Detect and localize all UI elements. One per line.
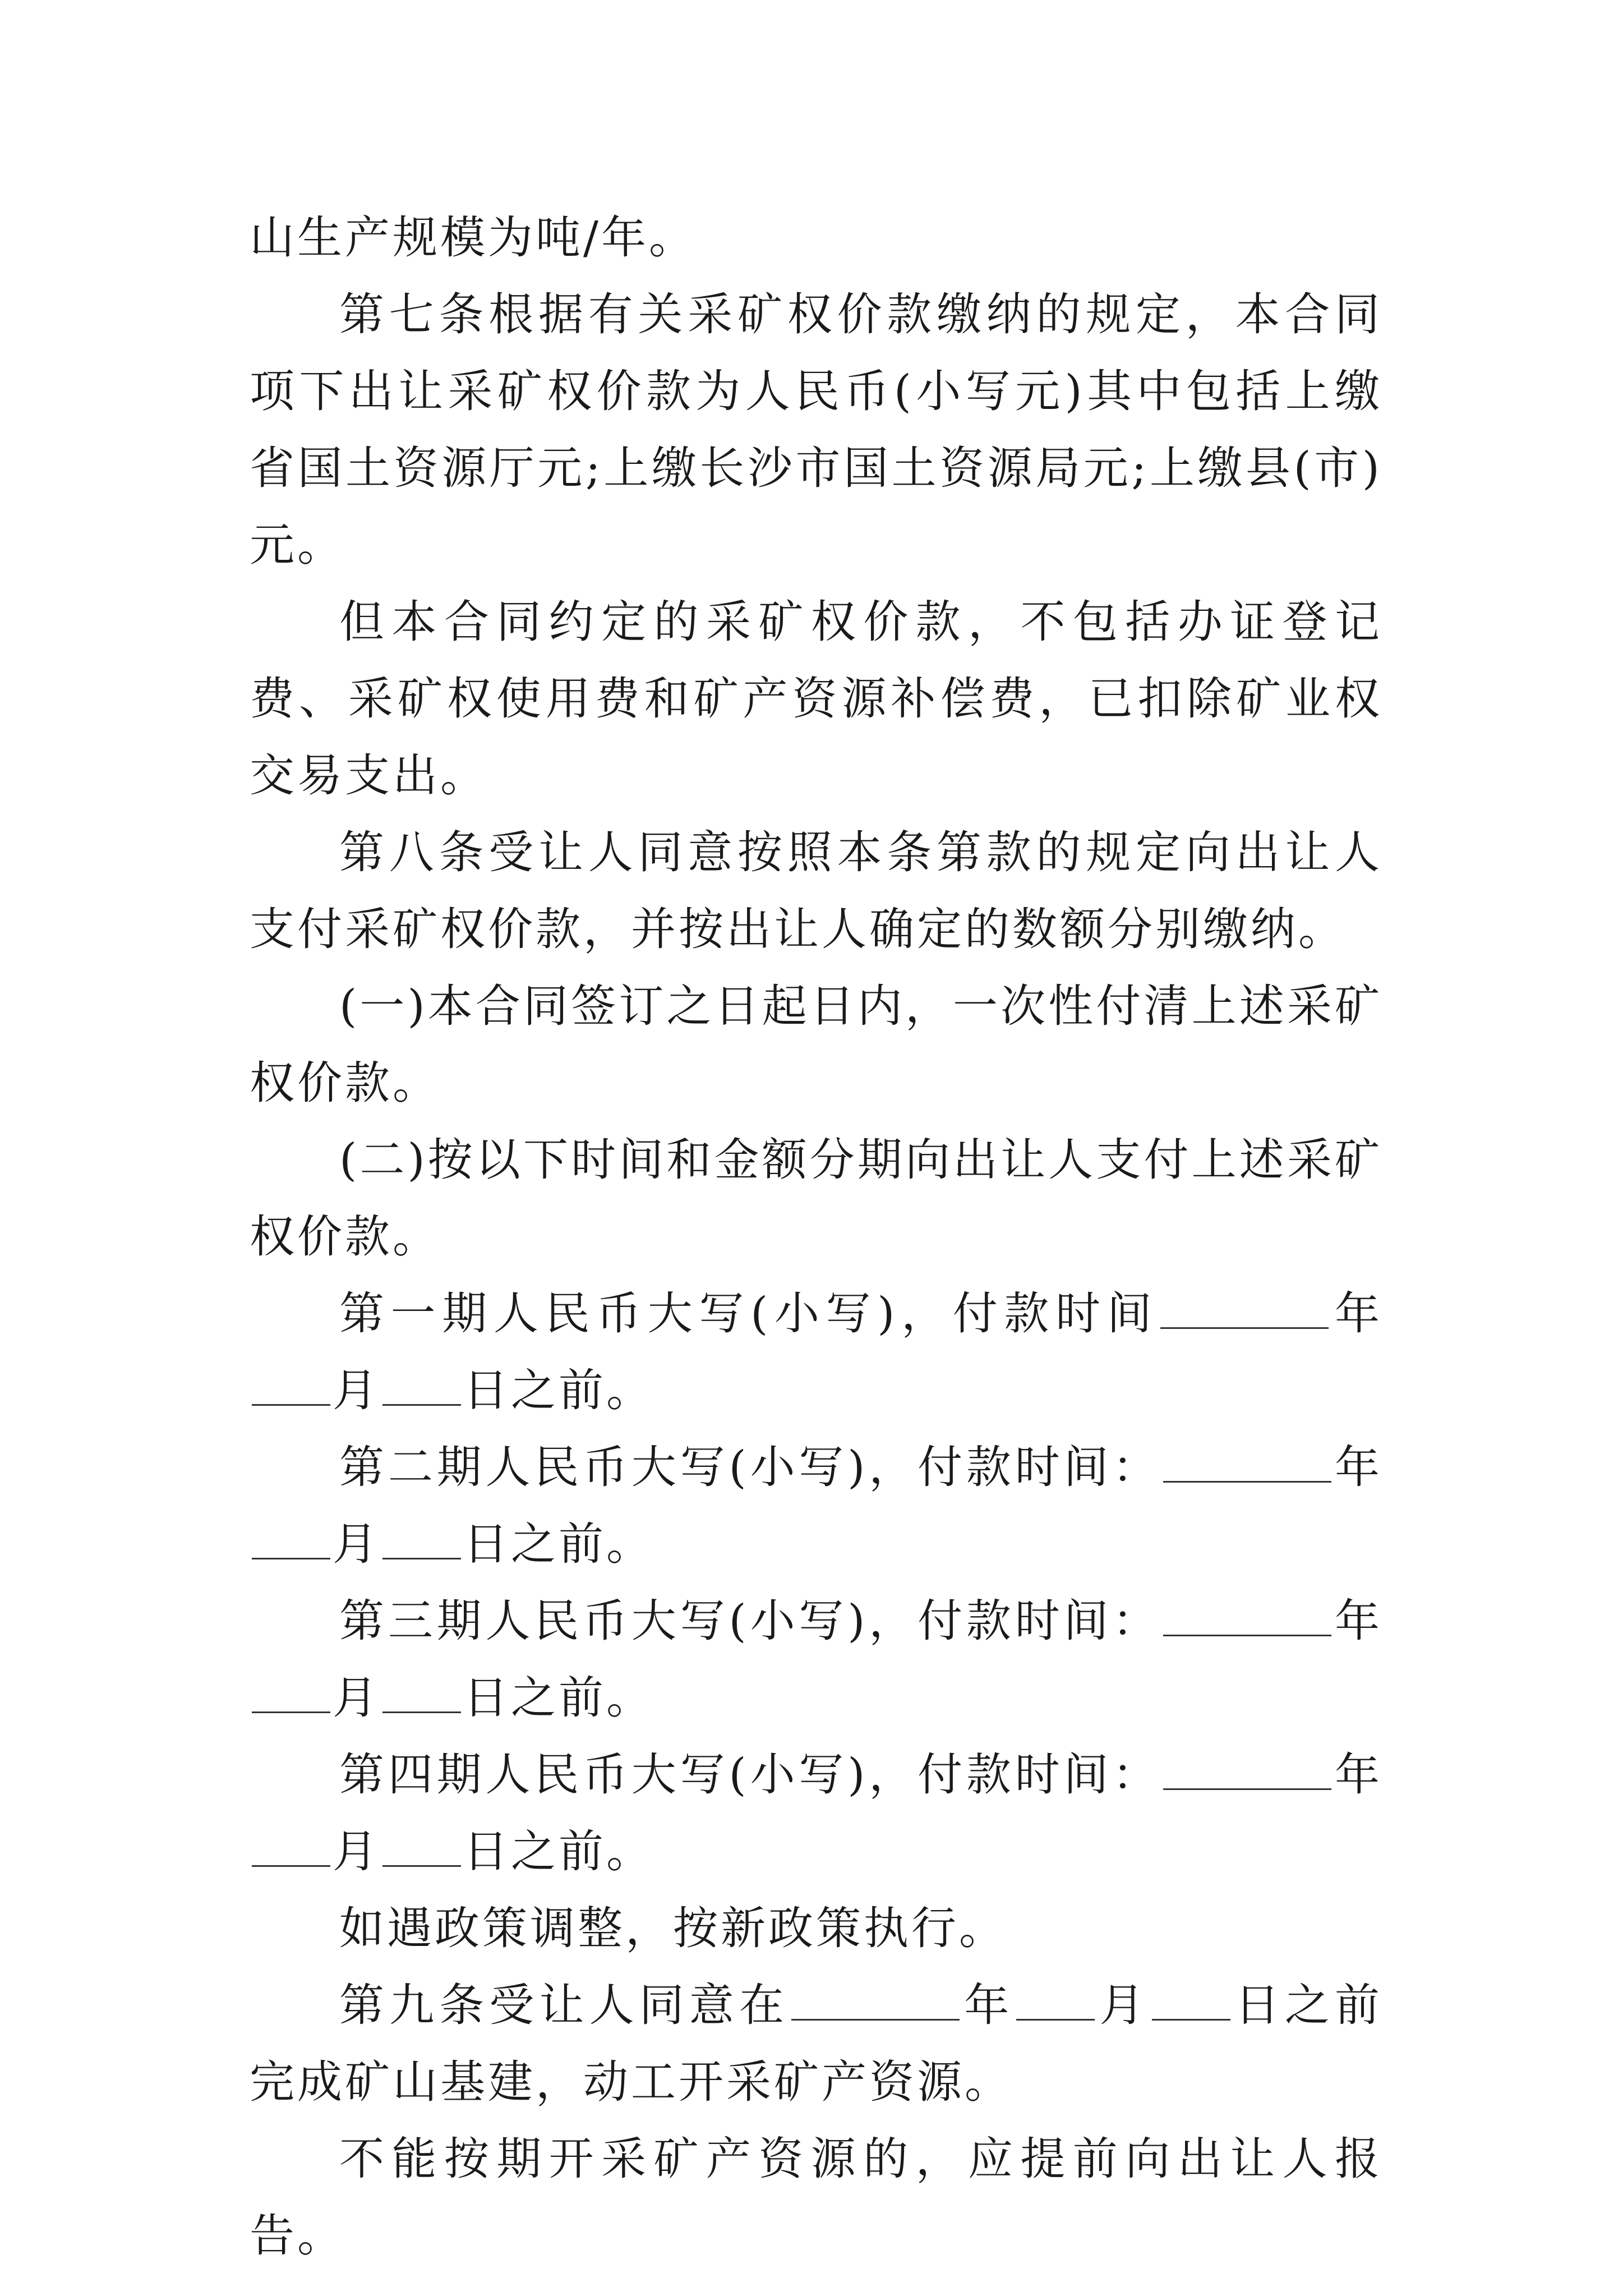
year-blank (1163, 1442, 1331, 1483)
month-blank (1016, 1980, 1095, 2021)
day-blank (382, 1519, 461, 1559)
month-label: 月 (333, 1518, 380, 1570)
paragraph-lump-sum: (一)本合同签订之日起日内，一次性付清上述采矿权价款。 (250, 980, 1382, 1109)
month-blank (252, 1365, 330, 1406)
year-blank (1163, 1749, 1331, 1790)
paragraph-final-note: 不能按期开采矿产资源的，应提前向出让人报告。 (250, 2133, 1382, 2262)
installment-label: 第一期人民币大写(小写)，付款时间 (339, 1287, 1159, 1340)
day-label: 日之前。 (463, 1364, 654, 1416)
day-blank (382, 1672, 461, 1713)
day-blank (382, 1826, 461, 1867)
year-label: 年 (962, 1979, 1015, 2031)
paragraph-price-exclusions: 但本合同约定的采矿权价款，不包括办证登记费、采矿权使用费和矿产资源补偿费，已扣除矿业权交易支出。 (250, 596, 1382, 802)
year-label: 年 (1334, 1595, 1383, 1647)
paragraph-article-8: 第八条受让人同意按照本条第款的规定向出让人支付采矿权价款，并按出让人确定的数额分别缴纳。 (250, 826, 1382, 955)
year-label: 年 (1331, 1287, 1383, 1340)
paragraph-article-7: 第七条根据有关采矿权价款缴纳的规定，本合同项下出让采矿权价款为人民币(小写元)其中包括上缴省国土资源厅元;上缴长沙市国土资源局元;上缴县(市)元。 (250, 288, 1382, 571)
year-blank (791, 1980, 960, 2021)
day-label: 日之前。 (463, 1672, 654, 1724)
month-label: 月 (333, 1672, 380, 1724)
year-label: 年 (1334, 1749, 1383, 1801)
paragraph-policy-note: 如遇政策调整，按新政策执行。 (339, 1902, 1007, 1954)
month-blank (252, 1672, 330, 1713)
month-label: 月 (333, 1825, 380, 1878)
year-blank (1163, 1595, 1331, 1636)
article-9-prefix: 第九条受让人同意在 (339, 1979, 790, 2031)
installment-4 (250, 1736, 1382, 1890)
year-label: 年 (1334, 1441, 1383, 1493)
installment-label: 第三期人民币大写(小写)，付款时间： (339, 1595, 1161, 1647)
month-label: 月 (333, 1364, 380, 1416)
day-label: 日之前。 (463, 1518, 654, 1570)
installment-label: 第四期人民币大写(小写)，付款时间： (339, 1749, 1161, 1801)
paragraph-mine-scale: 山生产规模为吨/年。 (250, 211, 697, 264)
month-blank (252, 1519, 330, 1559)
article-9-suffix: 日之前完成矿山基建，动工开采矿产资源。 (250, 1979, 1382, 2108)
paragraph-article-9 (250, 1967, 1382, 2120)
day-blank (1152, 1980, 1230, 2021)
month-blank (252, 1826, 330, 1867)
installment-1 (250, 1275, 1382, 1429)
year-blank (1160, 1288, 1329, 1329)
day-blank (382, 1365, 461, 1406)
document-body (250, 199, 1382, 2274)
paragraph-installments: (二)按以下时间和金额分期向出让人支付上述采矿权价款。 (250, 1134, 1382, 1263)
day-label: 日之前。 (463, 1825, 654, 1878)
installment-3 (250, 1582, 1382, 1736)
month-label: 月 (1097, 1979, 1150, 2031)
installment-2 (250, 1429, 1382, 1582)
installment-label: 第二期人民币大写(小写)，付款时间： (339, 1441, 1161, 1493)
